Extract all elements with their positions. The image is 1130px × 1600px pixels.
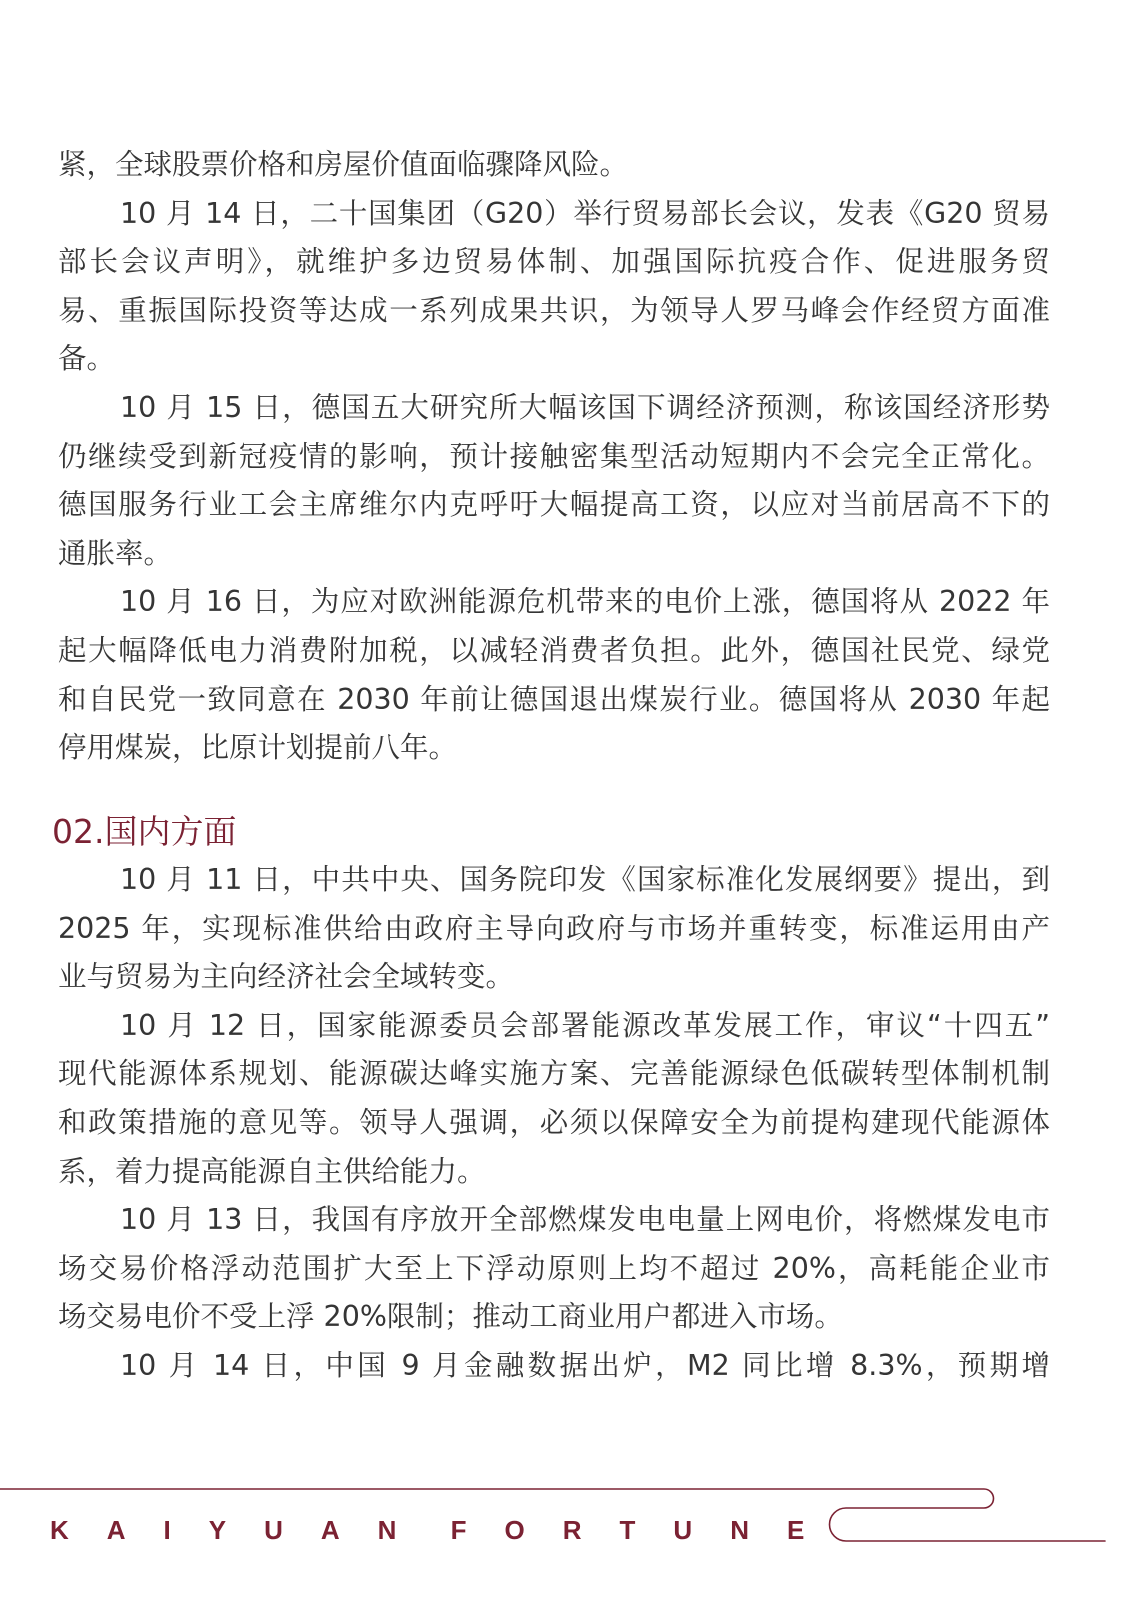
text-line: 停用煤炭，比原计划提前八年。	[58, 731, 458, 765]
paragraph	[58, 1196, 1050, 1342]
brand-wordmark: KAIYUAN FORTUNE	[50, 1515, 843, 1545]
text-line: 场交易价格浮动范围扩大至上下浮动原则上均不超过 20%，高耗能企业市	[58, 1251, 1050, 1285]
text-line: 10 月 11 日，中共中央、国务院印发《国家标准化发展纲要》提出，到	[120, 863, 1050, 896]
text-line: 系，着力提高能源自主供给能力。	[58, 1154, 486, 1188]
text-line: 和政策措施的意见等。领导人强调，必须以保障安全为前提构建现代能源体	[58, 1105, 1050, 1139]
paragraph	[58, 141, 1050, 190]
text-line: 10 月 16 日，为应对欧洲能源危机带来的电价上涨，德国将从 2022 年	[120, 585, 1050, 619]
paragraph	[58, 190, 1050, 384]
paragraph	[58, 384, 1050, 578]
text-line: 仍继续受到新冠疫情的影响，预计接触密集型活动短期内不会完全正常化。	[58, 439, 1050, 473]
domestic-section	[58, 856, 1050, 1391]
section-heading: 02.国内方面	[52, 812, 237, 851]
text-line: 现代能源体系规划、能源碳达峰实施方案、完善能源绿色低碳转型体制机制	[58, 1057, 1050, 1091]
text-line: 10 月 14 日，二十国集团（G20）举行贸易部长会议，发表《G20 贸易	[120, 196, 1050, 230]
text-line: 10 月 14 日，中国 9 月金融数据出炉，M2 同比增 8.3%，预期增	[120, 1348, 1050, 1382]
text-line: 场交易电价不受上浮 20%限制；推动工商业用户都进入市场。	[58, 1300, 843, 1334]
text-line: 10 月 13 日，我国有序放开全部燃煤发电电量上网电价，将燃煤发电市	[120, 1203, 1050, 1237]
text-line: 部长会议声明》，就维护多边贸易体制、加强国际抗疫合作、促进服务贸	[58, 245, 1050, 279]
text-line: 10 月 12 日，国家能源委员会部署能源改革发展工作，审议“十四五”	[120, 1008, 1050, 1042]
text-line: 德国服务行业工会主席维尔内克呼吁大幅提高工资，以应对当前居高不下的	[58, 488, 1050, 522]
text-line: 易、重振国际投资等达成一系列成果共识，为领导人罗马峰会作经贸方面准	[58, 293, 1050, 327]
text-line: 起大幅降低电力消费附加税，以减轻消费者负担。此外，德国社民党、绿党	[58, 633, 1050, 667]
paragraph	[58, 1342, 1050, 1391]
text-line: 备。	[58, 342, 116, 376]
text-line: 10 月 15 日，德国五大研究所大幅该国下调经济预测，称该国经济形势	[120, 390, 1050, 424]
international-section	[58, 141, 1050, 773]
text-line: 通胀率。	[58, 536, 173, 570]
paragraph	[58, 1002, 1050, 1196]
text-line: 紧，全球股票价格和房屋价值面临骤降风险。	[58, 148, 629, 181]
text-line: 和自民党一致同意在 2030 年前让德国退出煤炭行业。德国将从 2030 年起	[58, 682, 1050, 716]
paragraph	[58, 578, 1050, 772]
text-line: 业与贸易为主向经济社会全域转变。	[58, 960, 515, 994]
paragraph	[58, 856, 1050, 1002]
text-line: 2025 年，实现标准供给由政府主导向政府与市场并重转变，标准运用由产	[58, 911, 1050, 945]
